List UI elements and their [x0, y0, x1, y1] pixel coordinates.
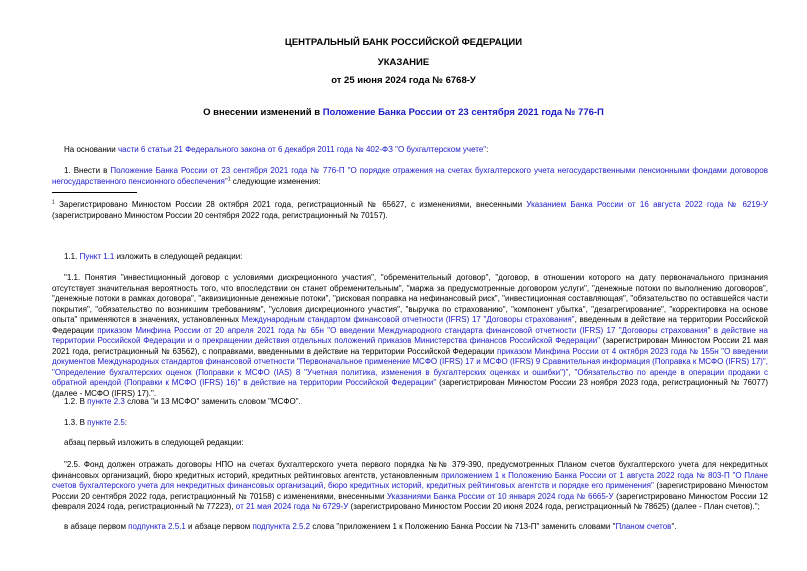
quote-2-5-text-2: (зарегистрировано Минюстом России 20 сентября 2022 года, регистрационный № 70158) с изменениями, внесенными: [52, 481, 769, 501]
basis-law-link[interactable]: части 6 статьи 21 Федерального закона от 6 декабря 2011 года № 402-ФЗ "О бухгалтерском учете": [117, 145, 487, 154]
plan-accounts-link[interactable]: Планом счетов: [615, 522, 672, 531]
document-title: [0, 107, 807, 118]
basis-suffix: :: [486, 145, 489, 154]
quote-1-1-paragraph: [52, 273, 768, 399]
footnote-paragraph: [52, 200, 768, 221]
item-1-3-prefix: 1.3. В: [64, 418, 88, 427]
last-text-3: слова "приложением 1 к Положению Банка России № 713-П" заменить словами ": [310, 522, 616, 531]
last-text-4: ".: [671, 522, 677, 531]
footnote-ref[interactable]: 1: [227, 175, 231, 182]
item-1-link[interactable]: Положение Банка России от 23 сентября 2021 года № 776-П "О порядке отражения на счетах бухгалтерского учета негосударственными пенсионными фондами договоров негосударственного пенсионного обеспечения": [52, 166, 768, 186]
last-paragraph: [52, 522, 768, 533]
quote-2-5-text-3: (зарегистрировано Минюстом России 12 февраля 2024 года, регистрационный № 77223),: [52, 491, 768, 511]
document-date-number: от 25 июня 2024 года № 6768-У: [331, 75, 476, 86]
item-1-3-suffix: :: [124, 418, 128, 427]
quote-2-5-paragraph: [52, 460, 768, 513]
directive-6665-link[interactable]: Указаниями Банка России от 10 января 2024 года № 6665-У: [386, 491, 614, 501]
item-1-2-link[interactable]: пункте 2.3: [87, 397, 125, 406]
subitem-2-5-1-link[interactable]: подпункта 2.5.1: [128, 522, 186, 531]
basis-paragraph: [52, 145, 768, 156]
item-1-2-suffix: слова "и 13 МСФО" заменить словом "МСФО".: [124, 397, 301, 406]
item-1-1-suffix: изложить в следующей редакции:: [114, 252, 243, 261]
quote-1-1-text-3: (зарегистрирован Минюстом России 21 мая 2021 года, регистрационный № 63562), с поправками, введенными в действие на территории Российской Федерации: [52, 336, 769, 356]
item-1-1-prefix: 1.1.: [64, 252, 80, 261]
directive-6729-link[interactable]: от 21 мая 2024 года № 6729-У: [235, 502, 349, 511]
abzac-paragraph: абзац первый изложить в следующей редакции:: [64, 438, 244, 447]
item-1-2-paragraph: [52, 397, 768, 408]
item-1-1-link[interactable]: Пункт 1.1: [79, 252, 115, 261]
title-prefix: О внесении изменений в: [203, 107, 323, 118]
basis-prefix: На основании: [64, 145, 118, 154]
quote-1-1-text-2: , введенным в действие на территории Российской Федерации: [52, 315, 768, 335]
subitem-2-5-2-link[interactable]: подпункта 2.5.2: [252, 522, 311, 531]
item-1-prefix: 1. Внести в: [64, 166, 111, 175]
document-type: УКАЗАНИЕ: [377, 57, 430, 68]
last-text-2: и абзаце первом: [185, 522, 253, 531]
last-text-1: в абзаце первом: [64, 522, 129, 531]
quote-1-1-text-1: "1.1. Понятия "инвестиционный договор с условиями дискреционного участия", "обременительный договор", "договор, в отношении которого на дату первоначального признания отсутствует значительная вероятность того, что впоследствии он станет обременительным", "маржа за предусмотренные договором услуги", "денежные потоки по выполнению договоров", "денежные потоки в рамках договора", "аквизиционные денежные потоки", "рисковая поправка на нефинансовый риск", "инвестиционная составляющая", "обязательство по оставшейся части покрытия", "обязательство по возникшим требованиям", "условия дискреционного участия", "выручка по страхованию", "компонент убытка", "дезагрегирование", "корректировка на основе опыта" применяются в значениях, установленных: [52, 273, 768, 324]
item-1-paragraph: [52, 166, 768, 187]
order-155n-link[interactable]: приказом Минфина России от 4 октября 2023 года № 155н "О введении документов Международных стандартов финансовой отчетности "Первоначальное применение МСФО (IFRS) 17 и МСФО (IFRS) 9 Сравнительная информация (Поправка к МСФО (IFRS) 17)", "Определение бухгалтерских оценок (Поправки к МСФО (IAS) 8 "Учетная политика, изменения в бухгалтерских оценках и ошибки")", "Обязательство по аренде в операции продажи с обратной арендой (Поправки к МСФО (IFRS) 16)" в действие на территории Российской Федерации": [52, 346, 768, 387]
item-1-suffix: следующие изменения:: [230, 176, 321, 186]
footnote-text-2: (зарегистрировано Минюстом России 20 сентября 2022 года, регистрационный № 70157).: [52, 210, 388, 220]
item-1-1-paragraph: [52, 252, 768, 263]
footnote-text-1: Зарегистрировано Минюстом России 28 октября 2021 года, регистрационный № 65627, с изменениями, внесенными: [54, 200, 527, 209]
title-link[interactable]: Положение Банка России от 23 сентября 2021 года № 776-П: [322, 107, 604, 118]
footnote-separator: [52, 192, 137, 193]
quote-1-1-text-4: (зарегистрирован Минюстом России 23 ноября 2023 года, регистрационный № 76077) (далее - МСФО (IFRS) 17).".: [52, 378, 768, 398]
footnote-link[interactable]: Указанием Банка России от 16 августа 2022 года № 6219-У: [526, 200, 768, 209]
appendix-1-link[interactable]: приложением 1 к Положению Банка России от 1 августа 2022 года № 803-П "О Плане счетов бухгалтерского учета для некредитных финансовых организаций, бюро кредитных историй, кредитных рейтинговых агентств и порядке его применения": [52, 470, 768, 490]
footnote-marker: 1: [52, 199, 55, 206]
ifrs17-link[interactable]: Международным стандартом финансовой отчетности (IFRS) 17 "Договоры страхования": [241, 315, 575, 324]
quote-2-5-text-4: (зарегистрировано Минюстом России 20 июня 2024 года, регистрационный № 78625) (далее - План счетов).";: [348, 502, 760, 511]
item-1-3-paragraph: [52, 418, 768, 429]
org-name: ЦЕНТРАЛЬНЫЙ БАНК РОССИЙСКОЙ ФЕДЕРАЦИИ: [284, 37, 523, 48]
order-65n-link[interactable]: приказом Минфина России от 20 апреля 2021 года № 65н "О введении Международного стандарта финансовой отчетности (IFRS) 17 "Договоры страхования" в действие на территории Российской Федерации и о прекращении действия отдельных положений приказов Министерства финансов Российской Федерации": [52, 325, 768, 345]
item-1-2-prefix: 1.2. В: [64, 397, 88, 406]
item-1-3-link[interactable]: пункте 2.5: [87, 418, 125, 427]
quote-2-5-text-1: "2.5. Фонд должен отражать договоры НПО на счетах бухгалтерского учета первого порядка №№ 379-390, предусмотренных Планом счетов бухгалтерского учета для некредитных финансовых организаций, бюро кредитных историй, кредитных рейтинговых агентств, установленным: [52, 460, 768, 480]
